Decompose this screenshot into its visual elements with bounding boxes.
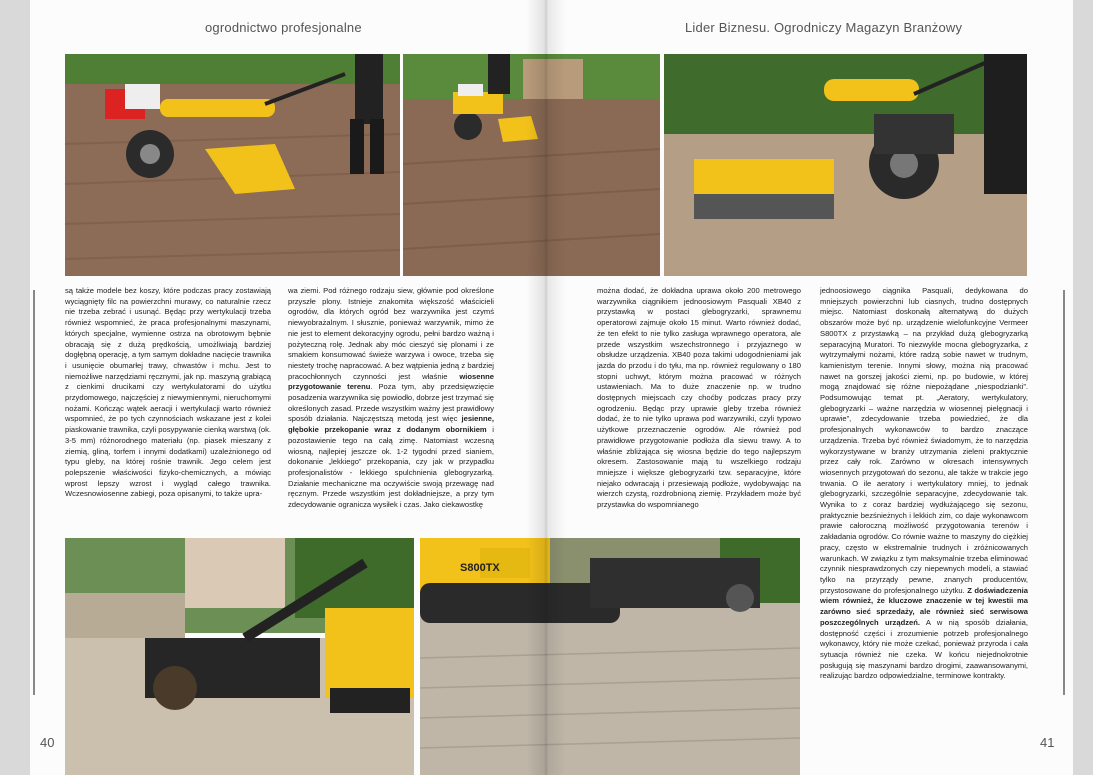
left-margin-rule xyxy=(33,290,35,695)
column-2-text xyxy=(288,286,494,511)
page-number-left: 40 xyxy=(40,735,55,750)
column-2-part-a: wa ziemi. Pod różnego rodzaju siew, głównie pod określone przyszłe plony. Istnieje znakomita większość właścicieli ogrodów, dla których ogród bez warzywnika jest czymś niewyobrażalnym. I słusznie, ponieważ warzywnik, mimo że nie jest to element dekoracyjny ogrodu, pełni bardzo ważną i pożyteczną rolę. Jednak aby móc cieszyć się plonami i ze smakiem konsumować świeże warzywa i owoce, trzeba się niestety trochę napracować. A bez wątpienia jedną z bardziej pracochłonnych czynności jest właśnie xyxy=(288,286,494,381)
column-2-bold-1: wiosenne przygotowanie terenu xyxy=(288,371,494,392)
photo-loader-attachment xyxy=(65,538,414,775)
column-1-text: są także modele bez koszy, które podczas pracy zostawiają wyciągnięty filc na powierzchni murawy, co naturalnie rzecz nie trzeba zebrać i usunąć. Będąc przy wertykulacji trzeba również wspomnieć, że praca profesjonalnymi maszynami, których specjalne, wymienne ostrza na obrotowym bębnie obracają się z dużą prędkością, umożliwiają bardziej dogłębną operację, a tym samym dokładne nacięcie trawnika i usunięcie obumarłej trawy, chwastów i mchu. Jest to niemożliwe narzędziami ręcznymi, jak np. maszyną grabiącą z cienkimi drucikami czy wertykulatorami do użytku przydomowego, najczęściej z niewymiennymi, nieruchomymi nożami. Kończąc wątek aeracji i wertykulacji warto również wspomnieć, że po tych czynnościach wskazane jest z kolei piaskowanie trawnika, czyli posypywanie cienką warstwą (ok. 3-5 mm) różnorodnego materiału (np. piasek mieszany z ziemią, gliną, torfem i innymi dodatkami) uzależnionego od typu gleby, na której rośnie trawnik. Jego celem jest polepszenie właściwości fizyko-chemicznych, a mówiąc wprost lepszy wzrost i wygląd całego trawnika. Wczesnowiosenne zabiegi, poza opisanymi, to także upra- xyxy=(65,286,271,499)
text-column-1 xyxy=(65,286,271,526)
photo-tractor-separator xyxy=(664,54,1027,276)
right-margin-rule xyxy=(1063,290,1065,695)
column-2-part-e: i pozostawienie tego na całą zimę. Natomiast wczesną wiosną, najlepiej jeszcze ok. 1-2 tygodni przed sianiem, dokonanie „lekkiego” przekopania, czy jak w przypadku profesjonalistów - lekkiego spulchnienia glebogryzarką. Działanie mechaniczne ma oczywiście swoją przewagę nad ręcznym. Przede wszystkim jest dokładniejsze, a przy tym zdecydowanie ogranicza wysiłek i czas. Jako ciekawostkę xyxy=(288,425,494,510)
column-4-part-c: A w nią sposób działania, dostępność części i zrozumienie potrzeb profesjonalnego wykonawcy, który nie może czekać, ponieważ przyroda i cała sytuacja również nie czeka. W końcu niejednokrotnie posługują się maszynami bardzo drogimi, zaawansowanymi, realizując bardzo odpowiedzialne, terminowe kontrakty. xyxy=(820,617,1028,681)
column-4-text xyxy=(820,286,1028,682)
column-2-bold-2: jesienne, głębokie przekopanie wraz z dodanym obornikiem xyxy=(288,414,494,435)
column-3-text: można dodać, że dokładna uprawa około 200 metrowego warzywnika ciągnikiem jednoosiowym Pasquali XB40 z przystawką w postaci glebogryzarki, sprawnemu operatorowi zajmuje około 15 minut. Warto również dodać, że ten efekt to nie tylko zasługa wprawnego operatora, ale przede wszystkim wszechstronnego i przyjaznego w obsłudze urządzenia. XB40 poza takimi udogodnieniami jak jazda do przodu i do tyłu, ma np. również regulowany o 180 stopni uchwyt, którym można pracować w różnych ustawieniach. Ma to duże znaczenie np. w trudno dostępnych miejscach czy choćby podczas pracy przy ogrodzeniu. Będąc przy uprawie gleby trzeba również dodać, że to nie tylko uprawa pod warzywniki, czyli typowo użytkowe przeznaczenie ogrodów. Ale również pod prawidłowe przygotowanie podłoża dla siewu trawy. A to właśnie zbliżająca się wiosna będzie do tego najlepszym okresem. Zastosowanie mają tu wszelkiego rodzaju mniejsze i większe glebogryzarki tzw. separacyjne, które niejako odwracają i przesiewają podłoże, wydobywając na wierzch czystą, rozdrobnioną ziemię. Przykładem może być przystawka do wspomnianego xyxy=(597,286,801,510)
spine-gutter xyxy=(526,0,566,775)
text-column-3 xyxy=(597,286,801,526)
magazine-spread xyxy=(30,0,1073,775)
column-2-part-c: . Poza tym, aby przedsięwzięcie posadzenia warzywnika się powiodło, dobrze jest trzymać się określonych zasad. Przede wszystkim ważny jest prawidłowy sposób działania. Najczęstszą metodą jest więc xyxy=(288,382,494,424)
column-4-bold: Z doświadczenia wiem również, że kluczowe znaczenie w tej kwestii ma zarówno sieć sprzedaży, ale również sieć serwisowa poszczególnych urządzeń. xyxy=(820,585,1028,627)
left-header: ogrodnictwo profesjonalne xyxy=(205,20,362,35)
text-column-4 xyxy=(820,286,1028,709)
machine-model-label: S800TX xyxy=(460,562,500,574)
photo-vermeer-machine xyxy=(420,538,800,775)
text-column-2 xyxy=(288,286,494,526)
right-header: Lider Biznesu. Ogrodniczy Magazyn Branżowy xyxy=(685,20,963,35)
page-number-right: 41 xyxy=(1040,735,1055,750)
column-4-part-a: jednoosiowego ciągnika Pasquali, dedykowana do mniejszych powierzchni lub ciasnych, trudno dostępnych miejsc. Natomiast doskonałą alternatywą do dużych obszarów może być np. urządzenie wielofunkcyjne Vermeer S800TX z przystawką – na przykład dużą glebogryzarką separacyjną Muratori. To niezwykle mocna glebogryzarka, z wytrzymałymi nożami, które radzą sobie nawet w trudnym, kamienistym terenie. Innymi słowy, można nią pracować nawet na gorszej jakości ziemi, np. po budowie, w której mogą znajdować się różne niepożądane „niespodzianki”. Podsumowując temat pt. „Aeratory, wertykulatory, glebogryzarki – ważne narzędzia w wiosennej pielęgnacji i uprawie”, zdecydowanie trzeba powiedzieć, że dla profesjonalnych wykonawców to bardzo znaczące urządzenia. Trzeba być również świadomym, że to narzędzia wykorzystywane w branży utrzymania zieleni praktycznie przez cały rok. Zarówno w okresach intensywnych wiosennych przygotowań do sezonu, ale także w trakcie jego trwania. O ile aeratory i wertykulatory mniej, to jednak glebogryzarki, szczególnie separacyjne, zdecydowanie tak. Wynika to z coraz bardziej wydłużającego się sezonu, praktycznie bezśnieżnych i lekkich zim, co daje wykonawcom prawie całoroczną możliwość przygotowania terenów i zakładania ogrodów. Co równie ważne to maszyny do ciężkiej pracy, często w ekstremalnie trudnych i zróżnicowanych warunkach. W związku z tym maksymalnie trzeba eliminować czynnik niesprawdzonych czy niepewnych modeli, a stawiać tylko na przyrządy pewne, znanych producentów, przystosowane do profesjonalnego użytku. xyxy=(820,286,1028,595)
photo-tiller-operator xyxy=(65,54,400,276)
